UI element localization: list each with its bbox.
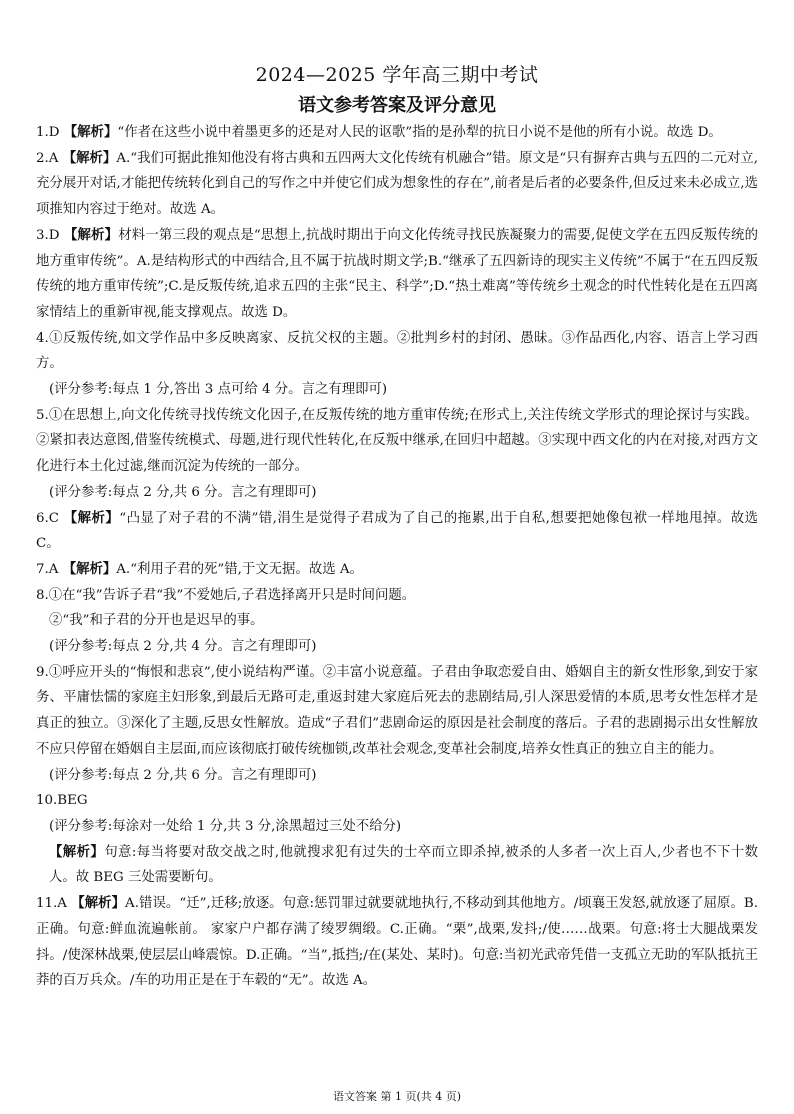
scoring-note-4: (评分参考:每点 1 分,答出 3 点可给 4 分。言之有理即可) [49,382,388,398]
answer-content [36,120,758,994]
scoring-note-9: (评分参考:每点 2 分,共 6 分。言之有理即可) [49,767,317,783]
answer-3: 3.D 【解析】材料一第三段的观点是“思想上,抗战时期出于向文化传统寻找民族凝聚力的需要,促使文学在五四反叛传统的地方重审传统”。A.是结构形式的中西结合,且不属于抗战时期文学;B.“继承了五四新诗的现实主义传统”不属于“在五四反叛传统的地方重审传统”;C.是反叛传统,追求五四的主张“民主、科学”;D.“热土难离”等传统乡土观念的时代性转化是在五四离家情结上的重新审视,能支撑观点。故选 D。 [36,226,759,320]
analysis-tag: 【解析】 [71,895,126,912]
analysis-tag: 【解析】 [62,560,117,577]
answer-11: 11.A 【解析】A.错误。“迁”,迁移;放逐。句意:惩罚罪过就要就地执行,不移动到其他地方。/顷襄王发怒,就放逐了屈原。B.正确。句意:鲜血流遍帐前。 家家户户都存满了绫罗绸缎。C.正确。“栗”,战栗,发抖;/使……战栗。句意:将士大腿战栗发抖。/使深林战栗,使层层山峰震惊。D.正确。“当”,抵挡;/在(某处、某时)。句意:当初光武帝凭借一支孤立无助的军队抵抗王莽的百万兵众。/车的功用正是在于车毂的“无”。故选 A。 [36,895,758,989]
analysis-tag: 【解析】 [63,124,118,140]
answer-key-heading: 语文参考答案及评分意见 [298,95,496,116]
answer-10-analysis: 【解析】句意:每当将要对敌交战之时,他就搜求犯有过失的士卒而立即杀掉,被杀的人多者一次上百人,少者也不下十数人。故 BEG 三处需要断句。 [49,843,759,886]
scoring-note-10: (评分参考:每涂对一处给 1 分,共 3 分,涂黑超过三处不给分) [49,818,402,834]
answer-7: 7.A 【解析】A.“利用子君的死”错,于文无据。故选 A。 [36,560,363,577]
scoring-note-8: (评分参考:每点 2 分,共 4 分。言之有理即可) [49,639,317,655]
scoring-note-5: (评分参考:每点 2 分,共 6 分。言之有理即可) [49,484,317,500]
analysis-tag: 【解析】 [49,843,105,860]
answer-6: 6.C 【解析】“凸显了对子君的不满”错,涓生是觉得子君成为了自己的拖累,出于自私,想要把她像包袱一样地甩掉。故选 C。 [36,509,759,552]
exam-title: 2024—2025 学年高三期中考试 [255,64,539,86]
analysis-tag: 【解析】 [63,509,120,526]
answer-4: 4.①反叛传统,如文学作品中多反映离家、反抗父权的主题。②批判乡村的封闭、愚昧。③作品西化,内容、语言上学习西方。 [36,330,758,372]
analysis-tag: 【解析】 [62,149,117,166]
page-footer: 语文答案 第 1 页(共 4 页) [332,1090,462,1103]
answer-8-line-1: 8.①在“我”告诉子君“我”不爱她后,子君选择离开只是时间问题。 [36,587,416,603]
answer-10: 10.BEG [36,793,88,809]
answer-2: 2.A 【解析】A.“我们可据此推知他没有将古典和五四两大文化传统有机融合”错。原文是“只有摒弃古典与五四的二元对立,充分展开对话,才能把传统转化到自己的写作之中并使它们成为想象性的存在”,前者是后者的必要条件,但反过来未必成立,选项推知内容过于绝对。故选 A。 [36,149,759,218]
answer-9: 9.①呼应开头的“悔恨和悲哀”,使小说结构严谨。②丰富小说意蕴。子君由争取恋爱自由、婚姻自主的新女性形象,到安于家务、平庸怯懦的家庭主妇形象,到最后无路可走,重返封建大家庭后死去的悲剧结局,引人深思爱情的本质,思考女性怎样才是真正的独立。③深化了主题,反思女性解放。造成“子君们”悲剧命运的原因是社会制度的落后。子君的悲剧揭示出女性解放不应只停留在婚姻自主层面,而应该彻底打破传统枷锁,改革社会观念,变革社会制度,培养女性真正的独立自主的能力。 [36,664,758,757]
analysis-tag: 【解析】 [63,226,119,243]
answer-8-line-2: ②“我”和子君的分开也是迟早的事。 [49,613,264,629]
answer-1: 1.D 【解析】“作者在这些小说中着墨更多的还是对人民的讴歌”指的是孙犁的抗日小说不是他的所有小说。故选 D。 [36,124,722,140]
answer-5: 5.①在思想上,向文化传统寻找传统文化因子,在反叛传统的地方重审传统;在形式上,关注传统文学形式的理论探讨与实践。②紧扣表达意图,借鉴传统模式、母题,进行现代性转化,在反叛中继承,在回归中超越。③实现中西文化的内在对接,对西方文化进行本土化过滤,继而沉淀为传统的一部分。 [36,407,758,475]
